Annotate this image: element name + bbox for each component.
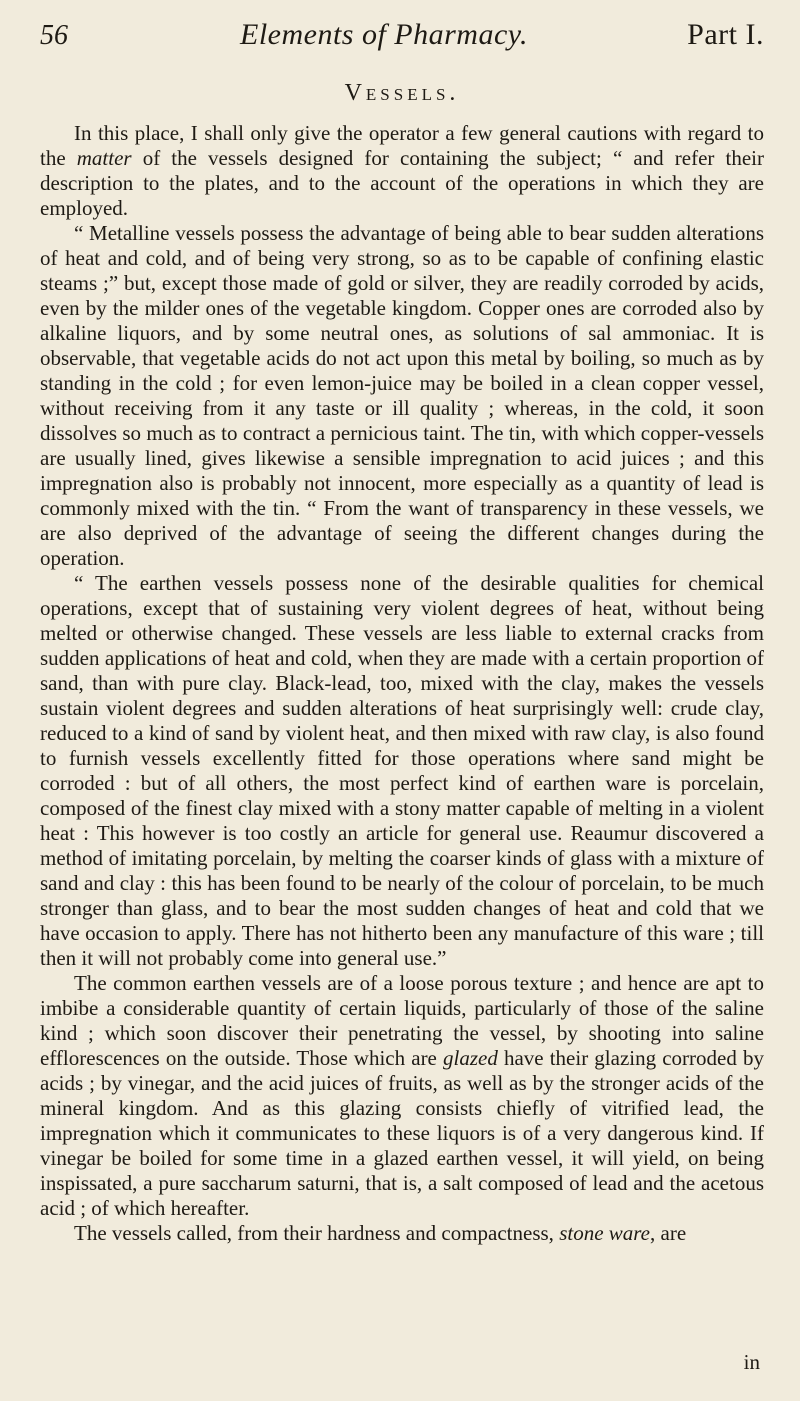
text-run: “ The earthen vessels possess none of the desirable qualities for chemical operations, except that of sustaining very violent degrees of heat, without being melted or otherwise changed. These vessels are less liable to external cracks from sudden applications of heat and cold, when they are made with a certain proportion of sand, than with pure clay. Black-lead, too, mixed with the clay, makes the vessels sustain violent degrees and sudden alterations of heat surprisingly well: crude clay, reduced to a kind of sand by violent heat, and then mixed with raw clay, is also found to furnish vessels excellently fitted for those operations where sand might be corroded : but of all others, the most perfect kind of earthen ware is porcelain, composed of the finest clay mixed with a stony matter capable of melting in a violent heat : This however is too costly an article for general use. Reaumur discovered a method of imitating porcelain, by melting the coarser kinds of glass with a mixture of sand and clay : this has been found to be nearly of the colour of porcelain, to be much stronger than glass, and to bear the most sudden changes of heat and cold that we have occasion to apply. There has not hitherto been any manufacture of this ware ; till then it will not probably come into general use.”	[40, 571, 764, 970]
section-title: Vessels.	[344, 80, 460, 106]
text-run: have their glazing corroded by acids ; by vinegar, and the acid juices of fruits, as well as by the stronger acids of the mineral kingdom. And as this glazing consists chiefly of vitrified lead, the impregnation which it communicates to these liquors is of a very dangerous kind. If vinegar be boiled for some time in a glazed earthen vessel, it will yield, on being inspissated, a pure saccharum saturni, that is, a salt composed of lead and the acetous acid ; of which hereafter.	[40, 1046, 764, 1220]
paragraph	[40, 1221, 764, 1246]
paragraph	[40, 221, 764, 571]
page-number: 56	[40, 20, 68, 51]
catchword: in	[743, 1350, 760, 1374]
italic-text: glazed	[443, 1046, 498, 1070]
running-head	[40, 14, 764, 54]
book-title: Elements of Pharmacy.	[240, 18, 528, 51]
paragraph	[40, 121, 764, 221]
text-run: In this place, I shall only give the operator a few general cautions with regard to the	[40, 121, 764, 170]
italic-text: stone ware	[559, 1221, 650, 1245]
body-text	[40, 121, 764, 1246]
part-label: Part I.	[687, 18, 764, 51]
paragraph	[40, 971, 764, 1221]
text-run: “ Metalline vessels possess the advantage of being able to bear sudden alterations of heat and cold, and of being very strong, so as to be capable of confining elastic steams ;” but, except those made of gold or silver, they are readily corroded by acids, even by the milder ones of the vegetable kingdom. Copper ones are corroded also by alkaline liquors, and by some neutral ones, as solutions of sal ammoniac. It is observable, that vegetable acids do not act upon this metal by boiling, so much as by standing in the cold ; for even lemon-juice may be boiled in a clean copper vessel, without receiving from it any taste or ill quality ; whereas, in the cold, it soon dissolves so much as to contract a pernicious taint. The tin, with which copper-vessels are usually lined, gives likewise a sensible impregnation to acid juices ; and this impregnation also is probably not innocent, more especially as a quantity of lead is commonly mixed with the tin. “ From the want of transparency in these vessels, we are also deprived of the advantage of seeing the different changes during the operation.	[40, 221, 764, 570]
text-run: , are	[650, 1221, 687, 1245]
text-run: of the vessels designed for containing the subject; “ and refer their description to the plates, and to the account of the operations in which they are employed.	[40, 146, 765, 220]
italic-text: matter	[76, 146, 132, 170]
text-run: The vessels called, from their hardness and compactness,	[74, 1221, 560, 1245]
text-run: The common earthen vessels are of a loose porous texture ; and hence are apt to imbibe a considerable quantity of certain liquids, particularly of those of the saline kind ; which soon discover their penetrating the vessel, by shooting into saline efflorescences on the outside. Those which are	[40, 971, 764, 1070]
paragraph	[40, 571, 764, 971]
